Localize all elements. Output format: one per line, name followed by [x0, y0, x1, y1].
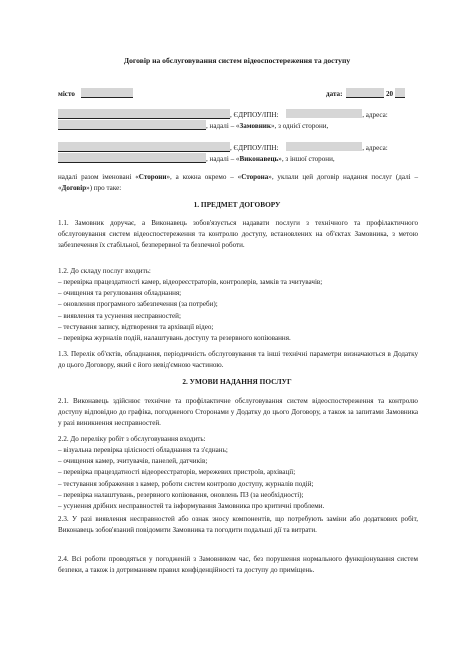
city-field[interactable]	[81, 88, 133, 98]
contractor-role: Виконавець	[239, 155, 279, 163]
list-item: – перевірка працездатності камер, відеореєстраторів, контролерів, замків та зчитувачів;	[58, 278, 323, 286]
clause-2-4: 2.4. Всі роботи проводяться у погодженій з Замовником час, без порушення нормального функціонування систем безпеки, а також із дотриманням правил конфіденційності та доступу до приміщень.	[58, 555, 418, 575]
list-item: – перевірка працездатності відеореєстраторів, мережевих пристроїв, архівації;	[58, 468, 296, 477]
customer-role: Замовник	[239, 122, 271, 130]
list-item: – тестування запису, відтворення та архівації відео;	[58, 322, 214, 331]
preamble-text-1: надалі разом іменовані «	[58, 173, 139, 181]
customer-address-label: , адреса:	[362, 111, 388, 119]
clause-1-1: 1.1. Замовник доручає, а Виконавець зобов'язується надавати послуги з технічного та профілактичного обслуговування систем відеоспостереження та контролю доступу, встановлених на об'єктах Замовника, з метою забезпечення їх стабільної, безперервної та безпечної роботи.	[58, 219, 418, 250]
list-item: – очищення та регулювання обладнання;	[58, 289, 182, 298]
year-label: 20	[386, 90, 394, 98]
list-item: – тестування зображення з камер, роботи систем контролю доступу, журналів подій;	[58, 479, 314, 488]
list-item: – виявлення та усунення несправностей;	[58, 311, 181, 320]
contractor-edrpou-label: , ЄДРПОУ/ІПН:	[230, 144, 279, 152]
preamble-text-4: ») про таке:	[86, 184, 122, 193]
list-item: – оновлення програмного забезпечення (за потреби);	[58, 300, 218, 309]
clause-2-2: 2.2. До переліку робіт з обслуговування входить:	[58, 435, 206, 443]
section-2-heading: 2. УМОВИ НАДАННЯ ПОСЛУГ	[182, 377, 292, 386]
contractor-edrpou-field[interactable]	[286, 142, 362, 151]
contractor-row-2	[58, 153, 418, 165]
preamble-paragraph	[58, 172, 418, 194]
preamble-text-3: », уклали цей договір надання послуг (далі – «	[58, 173, 418, 193]
customer-row-2	[58, 120, 418, 132]
clause-1-2: 1.2. До складу послуг входить:	[58, 267, 151, 275]
list-item: – перевірка налаштувань, резервного копіювання, оновлень ПЗ (за необхідності);	[58, 490, 304, 499]
customer-address-field[interactable]	[58, 120, 206, 130]
customer-tail: », з однієї сторони,	[270, 122, 329, 130]
place-date-row	[58, 88, 418, 100]
date-field[interactable]	[346, 88, 384, 98]
clause-2-1: 2.1. Виконавець здійснює технічне та профілактичне обслуговування систем відеоспостереження та контролю доступу відповідно до графіка, погодженого Сторонами у Додатку до цього Договору, а також за запитами Замовника у разі виникнення несправностей.	[58, 397, 418, 428]
preamble-term-parties: Сторони	[138, 173, 167, 181]
clause-2-3: 2.3. У разі виявлення несправностей або ознак зносу компонентів, що потребують заміни або додаткових робіт, Виконавець зобов'язаний повідомити Замовника та погодити подальші дії та витрати.	[58, 515, 418, 535]
list-item: – перевірка журналів подій, налаштувань доступу та резервного копіювання.	[58, 334, 291, 343]
contractor-address-label: , адреса:	[362, 144, 388, 152]
preamble-term-party: Сторона	[241, 173, 269, 181]
clause-1-3: 1.3. Перелік об'єктів, обладнання, періодичність обслуговування та інші технічні параметри визначаються в Додатку до цього Договору, який є його невід'ємною частиною.	[58, 350, 418, 370]
document-title: Договір на обслуговування систем відеоспостереження та доступу	[123, 56, 351, 65]
list-item: – візуальна перевірка цілісності обладнання та з'єднань;	[58, 446, 228, 454]
clause-1-2-list	[58, 277, 418, 344]
contractor-after-label: , надалі – «	[206, 155, 240, 163]
clause-2-2-list	[58, 445, 418, 512]
place-label: місто	[58, 90, 75, 98]
preamble-text-2: », а кожна окремо – «	[166, 173, 242, 181]
customer-after-label: , надалі – «	[206, 122, 240, 130]
contractor-address-field[interactable]	[58, 153, 206, 163]
list-item: – очищення камер, зчитувачів, панелей, датчиків;	[58, 457, 208, 466]
contractor-tail: », з іншої сторони,	[278, 155, 335, 163]
year-field[interactable]	[395, 88, 405, 98]
date-label: дата:	[326, 90, 343, 98]
customer-name-field[interactable]	[58, 109, 230, 119]
customer-edrpou-field[interactable]	[286, 109, 362, 118]
date-block	[326, 88, 405, 100]
preamble-term-contract: Договір	[61, 184, 87, 193]
customer-edrpou-label: , ЄДРПОУ/ІПН:	[230, 111, 279, 119]
section-1-heading: 1. ПРЕДМЕТ ДОГОВОРУ	[193, 200, 281, 209]
contractor-name-field[interactable]	[58, 142, 230, 152]
list-item: – усунення дрібних несправностей та інформування Замовника про критичні проблеми.	[58, 502, 325, 511]
